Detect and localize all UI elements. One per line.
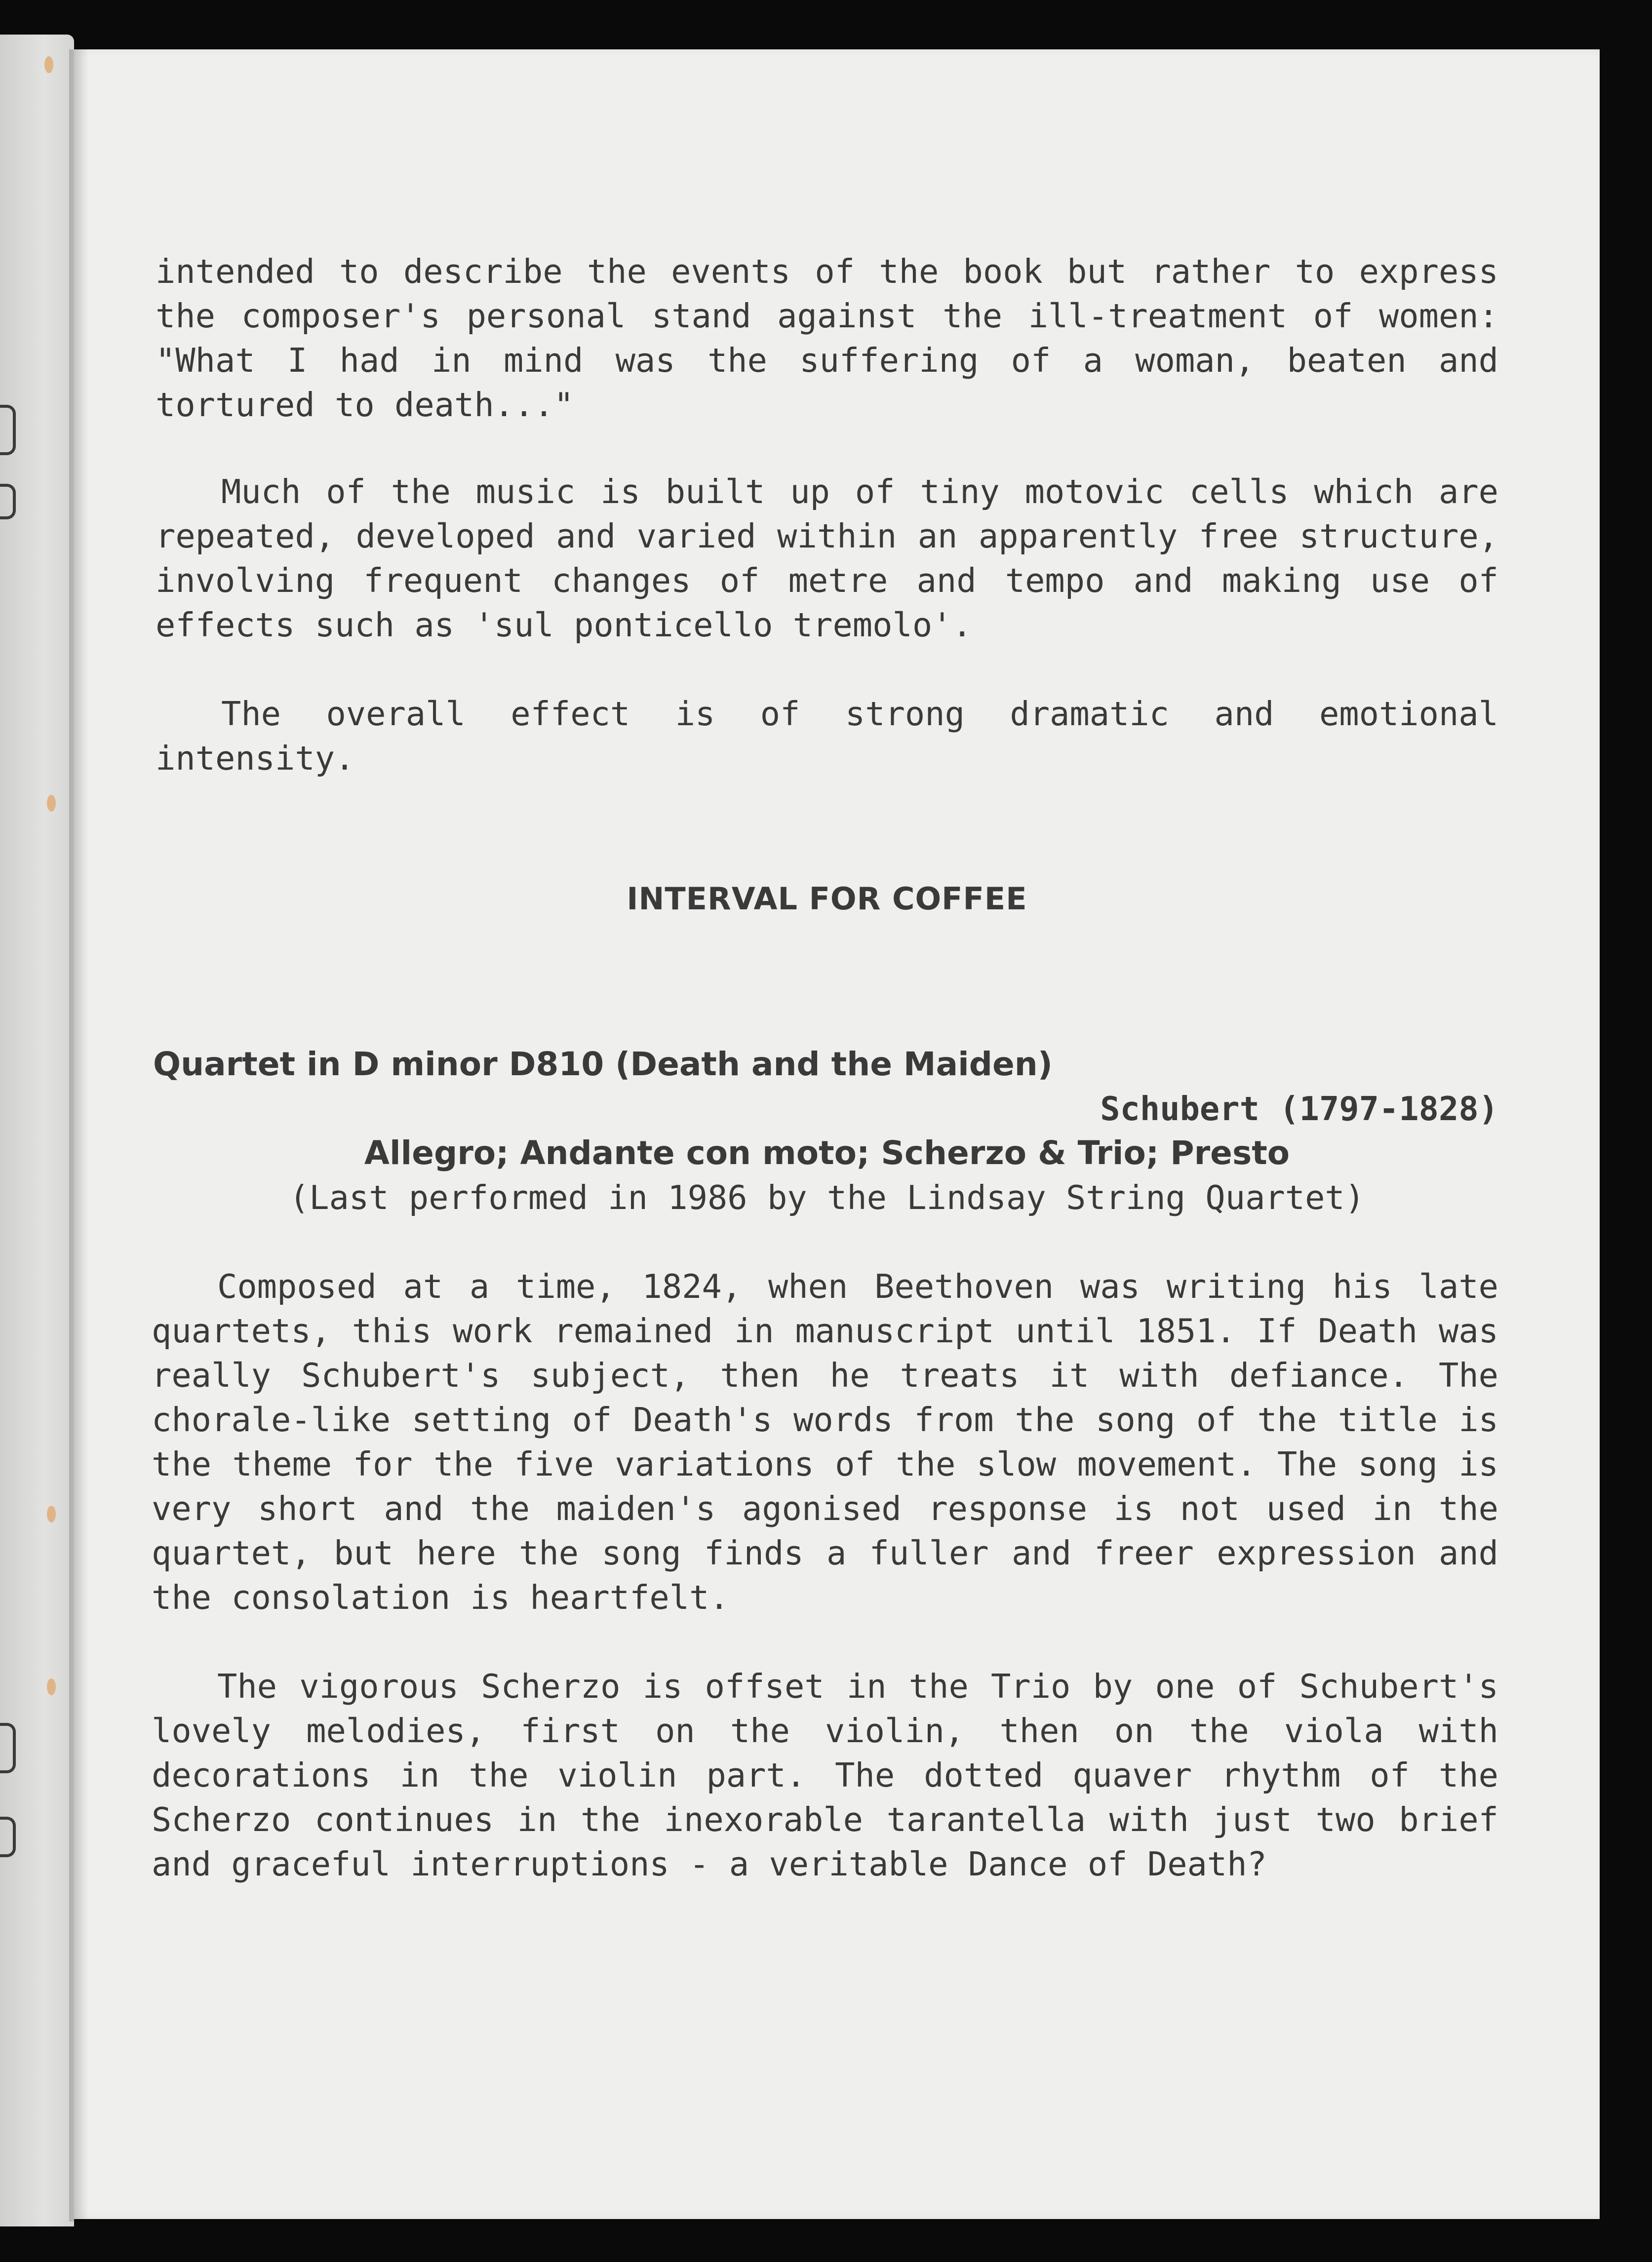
paragraph: The overall effect is of strong dramatic and emotional intensity.	[156, 695, 1498, 778]
paragraph: intended to describe the events of the book but rather to express the composer's personal stand against the ill-treatment of women: "What I had in mind was the suffering of a woman, beaten and tortured to death..."	[156, 252, 1498, 424]
paper-stain	[47, 795, 56, 812]
paragraph: Much of the music is built up of tiny motovic cells which are repeated, developed and varied within an apparently free structure, involving frequent changes of metre and tempo and making use of effects such as 'sul ponticello tremolo'.	[156, 472, 1498, 644]
performance-note: (Last performed in 1986 by the Lindsay String Quartet)	[289, 1178, 1365, 1217]
paragraph: Composed at a time, 1824, when Beethoven was writing his late quartets, this work remained in manuscript until 1851. If Death was really Schubert's subject, then he treats it with defiance. The chorale-like setting of Death's words from the song of the title is the theme for the five variations of the slow movement. The song is very short and the maiden's agonised response is not used in the quartet, but here the song finds a fuller and freer expression and the consolation is heartfelt.	[152, 1267, 1498, 1617]
composer: Schubert (1797-1828)	[1100, 1090, 1498, 1128]
binding-shadow	[69, 49, 89, 2222]
staple	[0, 405, 16, 455]
spacer	[156, 1620, 1498, 1664]
staple	[0, 1817, 16, 1857]
spacer	[156, 647, 1498, 692]
paragraph: The vigorous Scherzo is offset in the Trio by one of Schubert's lovely melodies, first on the violin, then on the viola with decorations in the violin part. The dotted quaver rhythm of the Scherzo continues in the inexorable tarantella with just two brief and graceful interruptions - a veritable Dance of Death?	[152, 1667, 1498, 1883]
page-content	[152, 249, 1498, 1886]
staple	[0, 484, 16, 519]
spacer	[156, 780, 1498, 877]
work-title: Quartet in D minor D810 (Death and the Maiden)	[153, 1045, 1053, 1083]
paper-stain	[47, 1678, 56, 1695]
facing-page-edge	[0, 35, 74, 2226]
interval-heading: INTERVAL FOR COFFEE	[627, 881, 1027, 917]
movements: Allegro; Andante con moto; Scherzo & Trio; Presto	[364, 1134, 1290, 1172]
staple	[0, 1723, 16, 1773]
spacer	[156, 427, 1498, 469]
paper-stain	[47, 1506, 56, 1522]
paper-stain	[44, 56, 53, 73]
spacer	[156, 1220, 1498, 1264]
spacer	[156, 921, 1498, 1042]
